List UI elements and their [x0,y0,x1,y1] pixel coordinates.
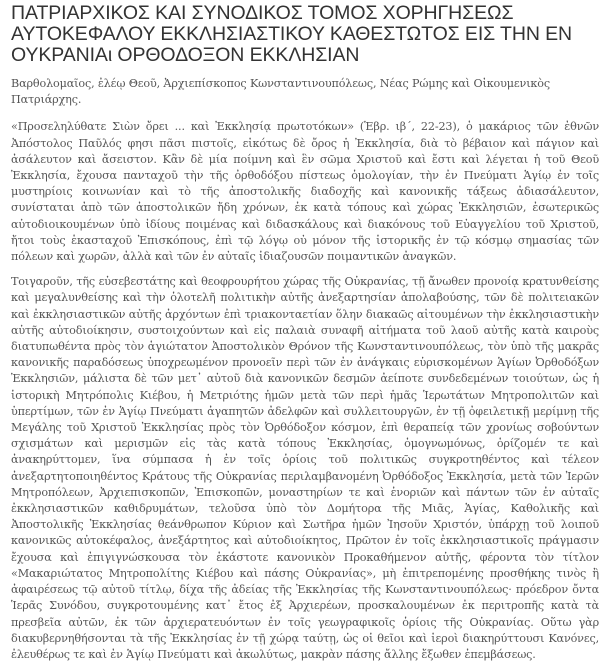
paragraph-1: «Προσεληλύθατε Σιὼν ὄρει ... καὶ Ἐκκλησίᾳ πρωτοτόκων» (Ἑβρ. ιβ΄, 22-23), ὁ μακάριος τῶν ἐθνῶν Ἀπόστολος Παῦλός φησι πᾶσι πιστοῖς, εἰκότως δὲ ὄρος ἡ Ἐκκλησία, διὰ τὸ βέβαιον καὶ πάγιον καὶ ἀσάλευτον καὶ ἄσειστον. Κἂν δὲ μία ποίμνη καὶ ἓν σῶμα Χριστοῦ καὶ ἔστι καὶ λέγεται ἡ τοῦ Θεοῦ Ἐκκλησία, ἔχουσα πανταχοῦ τὴν τῆς ὀρθοδόξου πίστεως ὁμολογίαν, τὴν ἐν Πνεύματι Ἁγίῳ ἐν τοῖς μυστηρίοις κοινωνίαν καὶ τὸ τῆς ἀποστολικῆς διαδοχῆς καὶ κανονικῆς τάξεως ἀδιασάλευτον, συνίσταται ἀπὸ τῶν ἀποστολικῶν ἤδη χρόνων, ἐκ κατὰ τόπους καὶ χώρας Ἐκκλησιῶν, ἐσωτερικῶς αὐτοδιοικουμένων ὑπὸ ἰδίους ποιμένας καὶ διδασκάλους καὶ διακόνους τοῦ Εὐαγγελίου τοῦ Χριστοῦ, ἤτοι τοὺς ἑκασταχοῦ Ἐπισκόπους, ἐπὶ τῷ λόγῳ οὐ μόνον τῆς ἱστορικῆς ἐν τῷ κόσμῳ σημασίας τῶν πόλεων καὶ χωρῶν, ἀλλὰ καὶ τῶν ἐν αὐταῖς ἰδιαζουσῶν ποιμαντικῶν ἀναγκῶν. [11,120,599,264]
salutation: Βαρθολομαῖος, ἐλέῳ Θεοῦ, Ἀρχιεπίσκοπος Κωνσταντινουπόλεως, Νέας Ρώμης καὶ Οἰκουμενικὸς Πατριάρχης. [11,77,550,107]
document-body [11,3,599,672]
paragraph-2: Τοιγαροῦν, τῆς εὐσεβεστάτης καὶ θεοφρουρήτου χώρας τῆς Οὐκρανίας, τῇ ἄνωθεν προνοίᾳ κρατυνθείσης καὶ μεγαλυνθείσης καὶ τὴν ὁλοτελῆ πολιτικὴν αὐτῆς ἀνεξαρτησίαν ἀπολαβούσης, τῶν δὲ πολιτειακῶν καὶ ἐκκλησιαστικῶν αὐτῆς ἀρχόντων ἐπὶ τριακονταετίαν ὅλην διακαῶς αἰτουμένων τὴν ἐκκλησιαστικὴν αὐτῆς αὐτοδιοίκησιν, συστοιχούντων καὶ εἰς παλαιὰ συναφῆ αἰτήματα τοῦ λαοῦ αὐτῆς κατὰ καιροὺς διατυπωθέντα πρὸς τὸν ἁγιώτατον Ἀποστολικὸν Θρόνον τῆς Κωνσταντινουπόλεως, τὸν ὑπὸ τῆς μακρᾶς κανονικῆς παραδόσεως ὑποχρεωμένον προνοεῖν περὶ τῶν ἐν ἀνάγκαις εὑρισκομένων Ἁγίων Ὀρθοδόξων Ἐκκλησιῶν, μάλιστα δὲ τῶν μετ᾿ αὐτοῦ διὰ κανονικῶν δεσμῶν ἀείποτε συνδεδεμένων τοιούτων, ὡς ἡ ἱστορικὴ Μητρόπολις Κιέβου, ἡ Μετριότης ἡμῶν μετὰ τῶν περὶ ἡμᾶς Ἱερωτάτων Μητροπολιτῶν καὶ ὑπερτίμων, τῶν ἐν Ἁγίῳ Πνεύματι ἀγαπητῶν ἀδελφῶν καὶ συλλειτουργῶν, ἐν τῇ ὀφειλετικῇ μερίμνῃ τῆς Μεγάλης τοῦ Χριστοῦ Ἐκκλησίας πρὸς τὸν Ὀρθόδοξον κόσμον, ἐπὶ θεραπείᾳ τῶν χρονίως σοβούντων σχισμάτων καὶ μερισμῶν εἰς τὰς κατὰ τόπους Ἐκκλησίας, ὁμογνωμόνως, ὁρίζομέν τε καὶ ἀνακηρύττομεν, ἵνα σύμπασα ἡ ἐν τοῖς ὁρίοις τοῦ πολιτικῶς συγκροτηθέντος καὶ τέλεον ἀνεξαρτητοποιηθέντος Κράτους τῆς Οὐκρανίας περιλαμβανομένη Ὀρθόδοξος Ἐκκλησία, μετὰ τῶν Ἱερῶν Μητροπόλεων, Ἀρχιεπισκοπῶν, Ἐπισκοπῶν, μοναστηρίων τε καὶ ἐνοριῶν καὶ πάντων τῶν ἐν αὐταῖς ἐκκλησιαστικῶν καθιδρυμάτων, τελοῦσα ὑπὸ τὸν Δομήτορα τῆς Μιᾶς, Ἁγίας, Καθολικῆς καὶ Ἀποστολικῆς Ἐκκλησίας θεάνθρωπον Κύριον καὶ Σωτῆρα ἡμῶν Ἰησοῦν Χριστόν, ὑπάρχῃ τοῦ λοιποῦ κανονικῶς αὐτοκέφαλος, ἀνεξάρτητος καὶ αὐτοδιοίκητος, Πρῶτον ἐν τοῖς ἐκκλησιαστικοῖς πράγμασιν ἔχουσα καὶ ἐπιγιγνώσκουσα τὸν ἑκάστοτε κανονικὸν Προκαθήμενον αὐτῆς, φέροντα τὸν τίτλον «Μακαριώτατος Μητροπολίτης Κιέβου καὶ πάσης Οὐκρανίας», μὴ ἐπιτρεπομένης προσθήκης τινὸς ἢ ἀφαιρέσεως τῷ αὐτοῦ τίτλῳ, δίχα τῆς ἀδείας τῆς Ἐκκλησίας τῆς Κωνσταντινουπόλεως· πρόεδρον ὄντα Ἱερᾶς Συνόδου, συγκροτουμένης κατ᾿ ἔτος ἐξ Ἀρχιερέων, προσκαλουμένων ἐκ περιτροπῆς κατὰ τὰ πρεσβεῖα αὐτῶν, ἐκ τῶν ἀρχιερατευόντων ἐν τοῖς γεωγραφικοῖς ὁρίοις τῆς Οὐκρανίας. Οὕτω γὰρ διακυβερνηθήσονται τὰ τῆς Ἐκκλησίας ἐν τῇ χώρᾳ ταύτῃ, ὡς οἱ θεῖοι καὶ ἱεροὶ διακηρύττουσι Κανόνες, ἐλευθέρως τε καὶ ἐν Ἁγίῳ Πνεύματι καὶ ἀκωλύτως, μακρὰν πάσης ἄλλης ἔξωθεν ἐπεμβάσεως. [11,275,599,661]
document-title: ΠΑΤΡΙΑΡΧΙΚΟΣ ΚΑΙ ΣΥΝΟΔΙΚΟΣ ΤΟΜΟΣ ΧΟΡΗΓΗΣΕΩΣ ΑΥΤΟΚΕΦΑΛΟΥ ΕΚΚΛΗΣΙΑΣΤΙΚΟΥ ΚΑΘΕΣΤΩΤΟΣ ΕΙΣ ΤΗΝ ΕΝ ΟΥΚΡΑΝΙΑι ΟΡΘΟΔΟΞΟΝ ΕΚΚΛΗΣΙΑΝ [11,2,573,66]
